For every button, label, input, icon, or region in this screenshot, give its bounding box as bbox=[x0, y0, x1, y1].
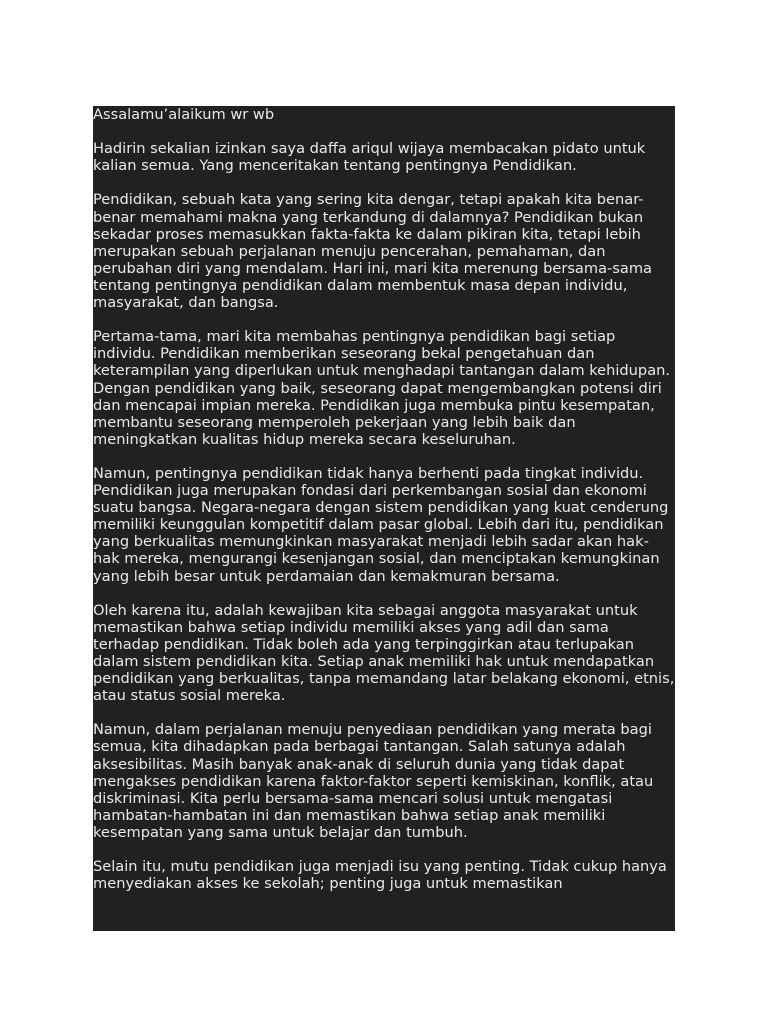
body-paragraph-4: Oleh karena itu, adalah kewajiban kita sebagai anggota masyarakat untuk memastikan bahwa setiap individu memiliki akses yang adil dan sama terhadap pendidikan. Tidak boleh ada yang terpinggirkan atau terlupakan dalam sistem pendidikan kita. Setiap anak memiliki hak untuk mendapatkan pendidikan yang berkualitas, tanpa memandang latar belakang ekonomi, etnis, atau status sosial mereka. bbox=[93, 601, 675, 705]
body-paragraph-2: Pertama-tama, mari kita membahas pentingnya pendidikan bagi setiap individu. Pendidikan memberikan seseorang bekal pengetahuan dan keterampilan yang diperlukan untuk menghadapi tantangan dalam kehidupan. Dengan pendidikan yang baik, seseorang dapat mengembangkan potensi diri dan mencapai impian mereka. Pendidikan juga membuka pintu kesempatan, membantu seseorang memperoleh pekerjaan yang lebih baik dan meningkatkan kualitas hidup mereka secara keseluruhan. bbox=[93, 328, 671, 448]
greeting-paragraph: Assalamu’alaikum wr wb bbox=[93, 106, 275, 123]
body-paragraph-1: Pendidikan, sebuah kata yang sering kita dengar, tetapi apakah kita benar-benar memahami makna yang terkandung di dalamnya? Pendidikan bukan sekadar proses memasukkan fakta-fakta ke dalam pikiran kita, tetapi lebih merupakan sebuah perjalanan menuju pencerahan, pemahaman, dan perubahan diri yang mendalam. Hari ini, mari kita merenung bersama-sama tentang pentingnya pendidikan dalam membentuk masa depan individu, masyarakat, dan bangsa. bbox=[93, 191, 652, 312]
body-paragraph-5: Namun, dalam perjalanan menuju penyediaan pendidikan yang merata bagi semua, kita dihadapkan pada berbagai tantangan. Salah satunya adalah aksesibilitas. Masih banyak anak-anak di seluruh dunia yang tidak dapat mengakses pendidikan karena faktor-faktor seperti kemiskinan, konflik, atau diskriminasi. Kita perlu bersama-sama mencari solusi untuk mengatasi hambatan-hambatan ini dan memastikan bahwa setiap anak memiliki kesempatan yang sama untuk belajar dan tumbuh. bbox=[93, 721, 654, 841]
speech-text-block bbox=[93, 106, 675, 931]
body-paragraph-6: Selain itu, mutu pendidikan juga menjadi isu yang penting. Tidak cukup hanya menyediakan akses ke sekolah; penting juga untuk memastikan bbox=[93, 858, 667, 893]
intro-paragraph: Hadirin sekalian izinkan saya daffa ariqul wijaya membacakan pidato untuk kalian semua. Yang menceritakan tentang pentingnya Pendidikan. bbox=[93, 140, 646, 175]
body-paragraph-3: Namun, pentingnya pendidikan tidak hanya berhenti pada tingkat individu. Pendidikan juga merupakan fondasi dari perkembangan sosial dan ekonomi suatu bangsa. Negara-negara dengan sistem pendidikan yang kuat cenderung memiliki keunggulan kompetitif dalam pasar global. Lebih dari itu, pendidikan yang berkualitas memungkinkan masyarakat menjadi lebih sadar akan hak-hak mereka, mengurangi kesenjangan sosial, dan menciptakan kemungkinan yang lebih besar untuk perdamaian dan kemakmuran bersama. bbox=[93, 464, 669, 585]
